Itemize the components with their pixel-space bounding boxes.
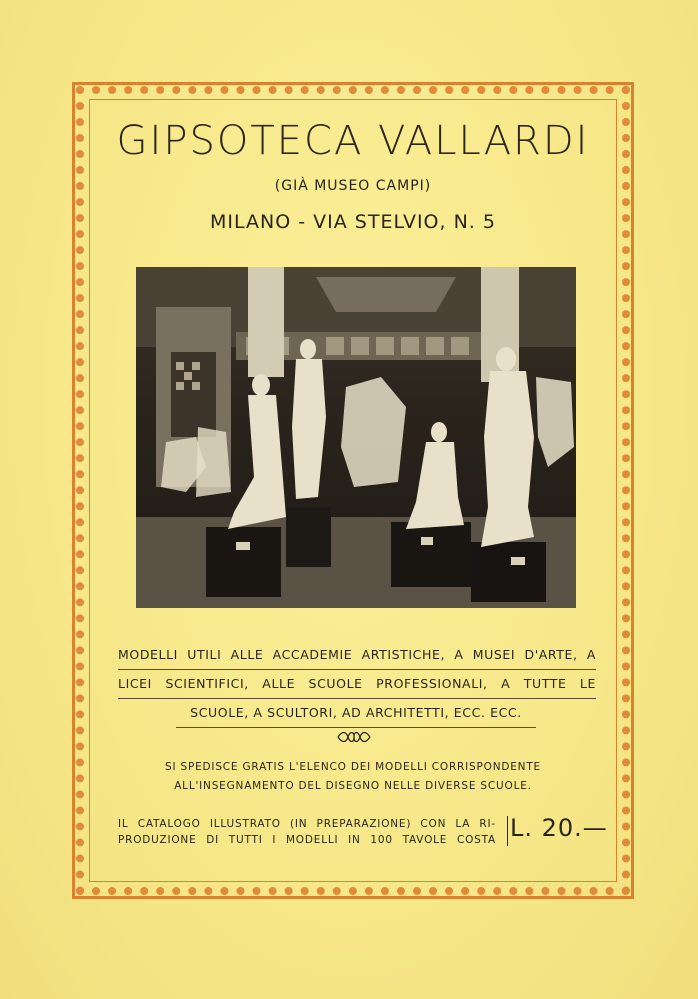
museum-photo-icon	[136, 267, 576, 608]
catalog-price: L. 20.—	[510, 814, 608, 842]
notice-line-2: ALL'INSEGNAMENTO DEL DISEGNO NELLE DIVERSE SCUOLE.	[174, 780, 532, 792]
description-line-1: MODELLI UTILI ALLE ACCADEMIE ARTISTICHE, A MUSEI D'ARTE, A	[118, 641, 596, 670]
notice-line-1: SI SPEDISCE GRATIS L'ELENCO DEI MODELLI CORRISPONDENTE	[165, 761, 541, 773]
description-line-3: SCUOLE, A SCULTORI, AD ARCHITETTI, ECC. ECC.	[176, 699, 536, 728]
catalog-bracket	[497, 816, 508, 846]
description-block	[118, 641, 596, 728]
ornament-icon	[336, 730, 372, 744]
catalog-line-1: IL CATALOGO ILLUSTRATO (IN PREPARAZIONE) CON LA RI-	[118, 818, 496, 830]
poster-subtitle: (GIÀ MUSEO CAMPI)	[274, 178, 432, 194]
catalog-line-2: PRODUZIONE DI TUTTI I MODELLI IN 100 TAVOLE COSTA	[118, 834, 496, 846]
museum-photo	[136, 267, 576, 608]
notice-block	[130, 758, 576, 796]
catalog-block	[118, 816, 496, 848]
poster-address: MILANO - VIA STELVIO, N. 5	[210, 211, 496, 233]
description-line-2: LICEI SCIENTIFICI, ALLE SCUOLE PROFESSIONALI, A TUTTE LE	[118, 670, 596, 699]
poster-title: GIPSOTECA VALLARDI	[116, 118, 590, 164]
